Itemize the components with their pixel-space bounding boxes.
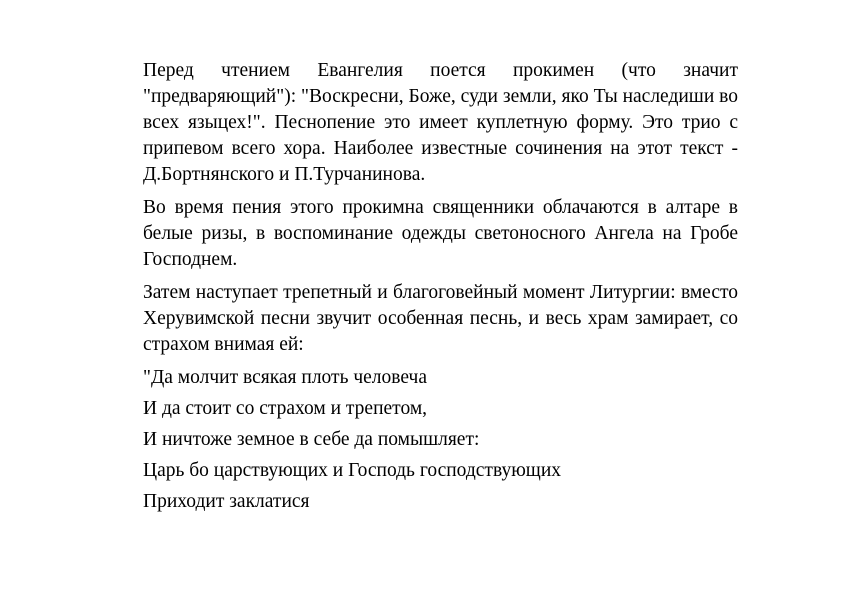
verse-line: И да стоит со страхом и трепетом,	[143, 398, 428, 419]
verse-line: "Да молчит всякая плоть человеча	[143, 367, 428, 388]
paragraph-prokimen: Перед чтением Евангелия поется прокимен (что значит "предваряющий"): "Воскресни, Боже, суди земли, яко Ты наследиши во всех языцех!". Песнопение это имеет куплетную форму. Это трио с припевом всего хора. Наиболее известные сочинения на этот текст - Д.Бортнянского и П.Турчанинова.	[143, 60, 738, 185]
verse-line: Приходит заклатися	[143, 491, 310, 512]
paragraph-hymn-intro: Затем наступает трепетный и благоговейный момент Литургии: вместо Херувимской песни звучит особенная песнь, и весь храм замирает, со страхом внимая ей:	[143, 282, 738, 355]
verse-line: И ничтоже земное в себе да помышляет:	[143, 429, 480, 450]
document-text	[143, 58, 738, 520]
verse-line: Царь бо царствующих и Господь господствующих	[143, 460, 562, 481]
paragraph-vestments: Во время пения этого прокимна священники облачаются в алтаре в белые ризы, в воспоминание одежды светоносного Ангела на Гробе Господнем.	[143, 197, 738, 270]
hymn-verses	[143, 365, 738, 515]
